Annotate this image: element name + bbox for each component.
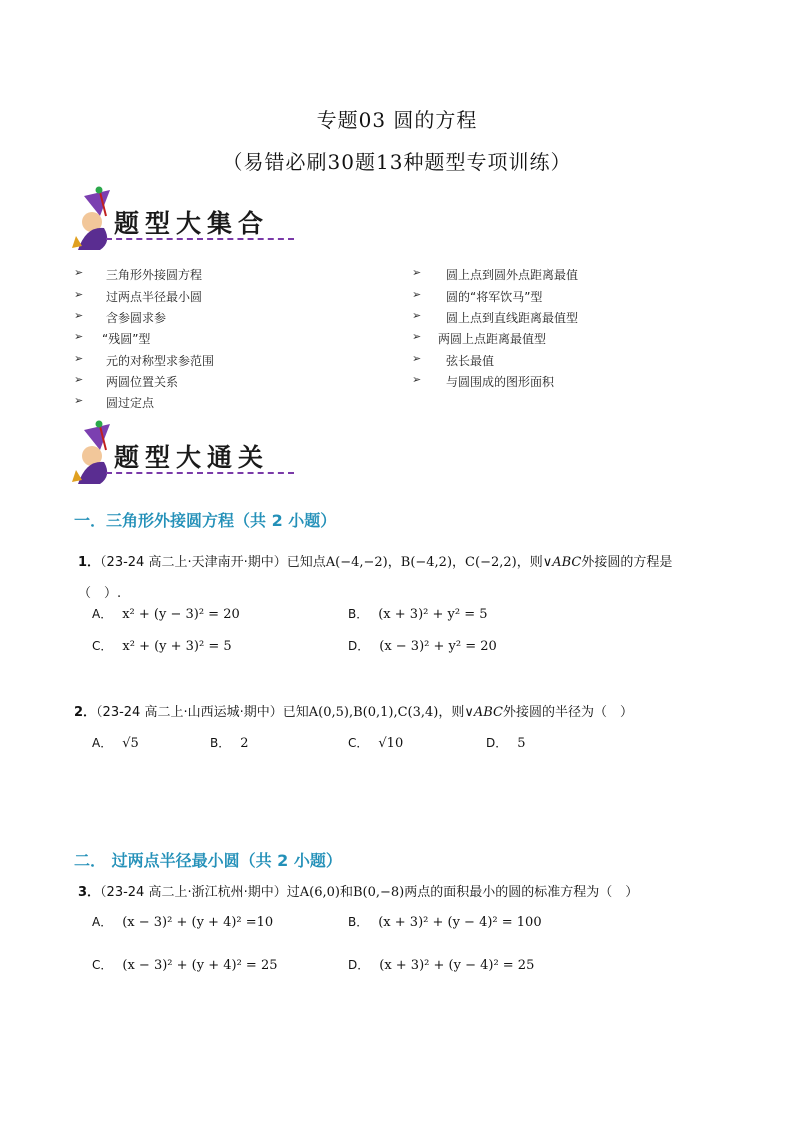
banner-collection-title: 题型大集合 [114, 209, 270, 238]
arrow-bullet-icon: ➢ [74, 288, 84, 301]
question-1-option-b[interactable]: B． (x + 3)² + y² = 5 [348, 607, 488, 622]
page-subtitle: （易错必刷30题13种题型专项训练） [222, 150, 572, 174]
banner-pass-title: 题型大通关 [114, 443, 270, 472]
arrow-bullet-icon: ➢ [412, 330, 422, 343]
question-1-option-c[interactable]: C． x² + (y + 3)² = 5 [92, 639, 232, 654]
question-3-option-c[interactable]: C． (x − 3)² + (y + 4)² = 25 [92, 958, 278, 973]
question-1-option-a[interactable]: A． x² + (y − 3)² = 20 [92, 607, 240, 622]
arrow-bullet-icon: ➢ [412, 373, 422, 386]
question-1-option-d[interactable]: D． (x − 3)² + y² = 20 [348, 639, 497, 654]
question-2-option-a[interactable]: A． √5 [92, 736, 139, 751]
question-3-stem: 3．（23-24 高二上·浙江杭州·期中）过A(6,0)和B(0,−8)两点的面积最小的圆的标准方程为（ ） [78, 885, 639, 900]
banner-pass [70, 420, 300, 486]
arrow-bullet-icon: ➢ [74, 394, 84, 407]
question-2-option-b[interactable]: B． 2 [210, 736, 249, 751]
arrow-bullet-icon: ➢ [74, 352, 84, 365]
banner-collection [70, 186, 300, 252]
arrow-bullet-icon: ➢ [412, 288, 422, 301]
question-1-bracket: （ ）. [78, 586, 122, 601]
question-3-option-d[interactable]: D． (x + 3)² + (y − 4)² = 25 [348, 958, 535, 973]
banner-pass-underline [106, 472, 294, 474]
question-2-option-d[interactable]: D． 5 [486, 736, 526, 751]
arrow-bullet-icon: ➢ [412, 352, 422, 365]
arrow-bullet-icon: ➢ [74, 309, 84, 322]
section-heading: 一．三角形外接圆方程（共 2 小题） [74, 511, 337, 530]
arrow-bullet-icon: ➢ [412, 309, 422, 322]
topic-list-left: ➢ 三角形外接圆方程 ➢ 过两点半径最小圆 ➢ 含参圆求参 ➢ “残圆”型 ➢ 元的对称型求参范围 ➢ 两圆位置关系 ➢ 圆过定点 [74, 266, 215, 410]
section-heading: 二． 过两点半径最小圆（共 2 小题） [74, 851, 342, 870]
page-title: 专题03 圆的方程 [316, 108, 478, 132]
question-2-option-c[interactable]: C． √10 [348, 736, 404, 751]
question-2-stem: 2．（23-24 高二上·山西运城·期中）已知A(0,5),B(0,1),C(3,4)，则∨ABC外接圆的半径为（ ） [74, 705, 634, 720]
arrow-bullet-icon: ➢ [412, 266, 422, 279]
topic-list-right: ➢ 圆上点到圆外点距离最值 ➢ 圆的“将军饮马”型 ➢ 圆上点到直线距离最值型 ➢ 两圆上点距离最值型 ➢ 弦长最值 ➢ 与圆围成的图形面积 [412, 266, 579, 389]
arrow-bullet-icon: ➢ [74, 266, 84, 279]
arrow-bullet-icon: ➢ [74, 330, 84, 343]
arrow-bullet-icon: ➢ [74, 373, 84, 386]
question-3-option-b[interactable]: B． (x + 3)² + (y − 4)² = 100 [348, 915, 542, 930]
banner-collection-underline [106, 238, 294, 240]
question-3-option-a[interactable]: A． (x − 3)² + (y + 4)² =10 [92, 915, 274, 930]
question-1-stem: 1．（23-24 高二上·天津南开·期中）已知点A(−4,−2)，B(−4,2)，C(−2,2)，则∨ABC外接圆的方程是 [78, 555, 673, 570]
